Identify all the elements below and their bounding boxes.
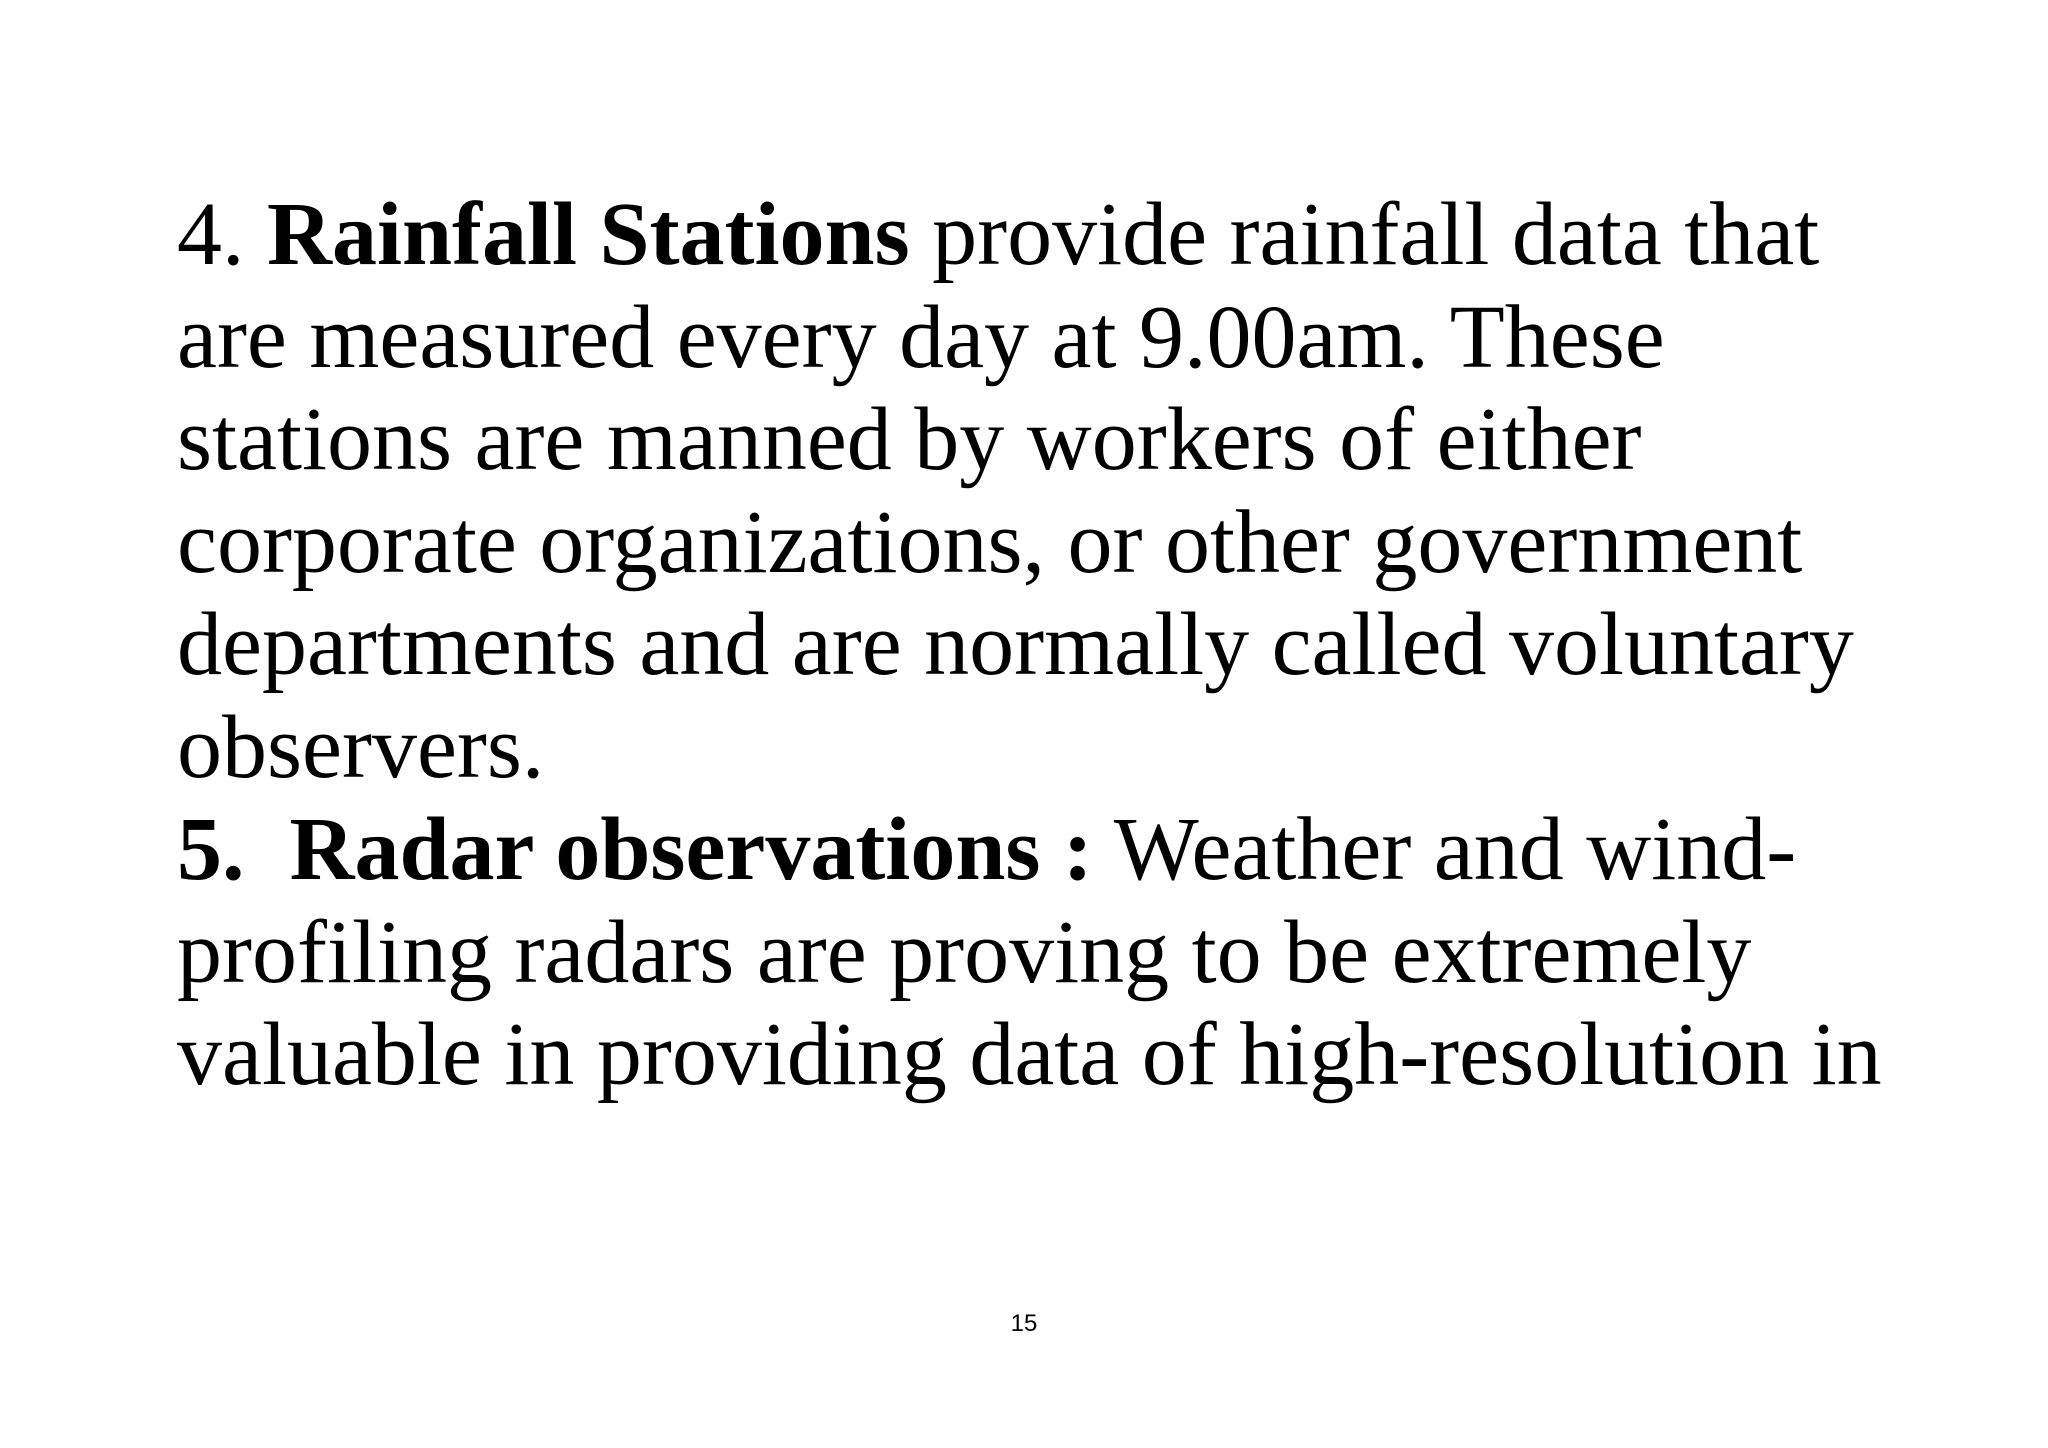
paragraph-5-line-1 — [177, 799, 2017, 902]
paragraph-4-line-1 — [177, 184, 2017, 287]
heading-radar-observations: 5. Radar observations : — [177, 800, 1093, 899]
paragraph-4-line-6: observers. — [177, 697, 545, 797]
paragraph-4-line-2: are measured every day at 9.00am. These — [177, 287, 1665, 387]
paragraph-5-line-2: profiling radars are proving to be extremely — [177, 902, 1752, 1002]
list-number-4: 4. — [177, 185, 267, 284]
paragraph-5-line-3: valuable in providing data of high-resolution in — [177, 1005, 1882, 1104]
page-body-text — [177, 184, 2017, 1107]
paragraph-4-line-4: corporate organizations, or other government — [177, 492, 1803, 592]
paragraph-4-line-3: stations are manned by workers of either — [177, 390, 1642, 489]
paragraph-4-line-1-rest: provide rainfall data that — [909, 185, 1820, 284]
paragraph-5-line-1-rest: Weather and wind- — [1092, 800, 1797, 899]
paragraph-4-line-5: departments and are normally called voluntary — [177, 595, 1854, 694]
term-rainfall-stations: Rainfall Stations — [267, 185, 910, 284]
page-number: 15 — [1010, 1310, 1038, 1337]
